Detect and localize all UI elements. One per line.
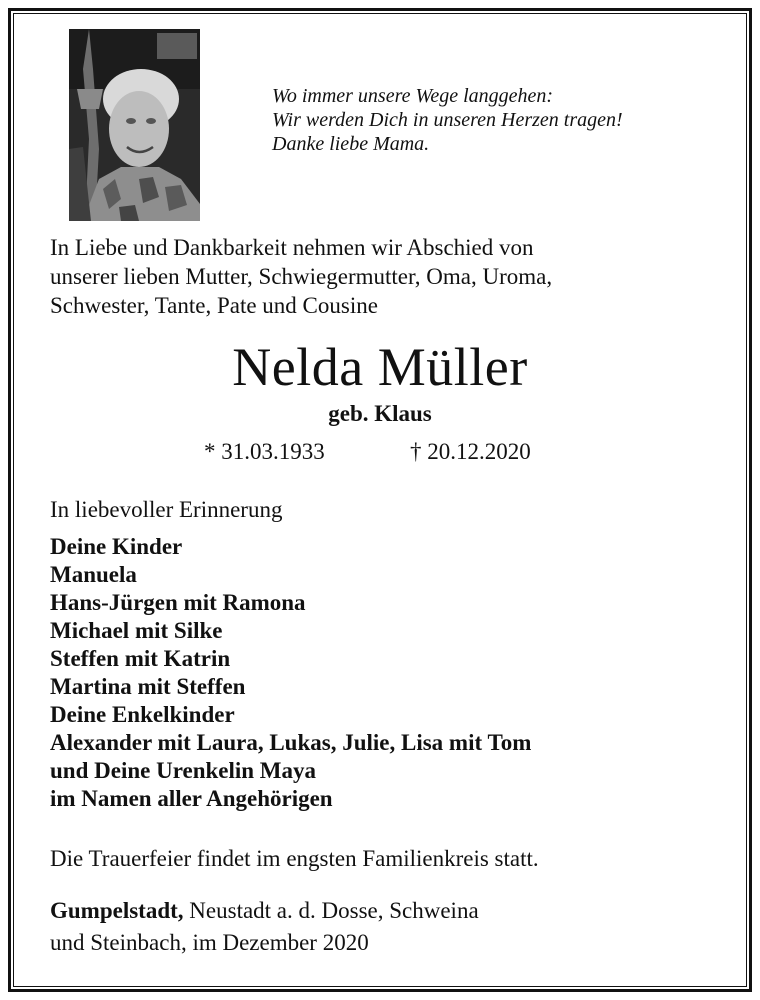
- memory-intro: In liebevoller Erinnerung: [50, 497, 283, 522]
- signer-line: Hans-Jürgen mit Ramona: [50, 590, 306, 615]
- signer-line: Alexander mit Laura, Lukas, Julie, Lisa mit Tom: [50, 730, 532, 755]
- funeral-note: Die Trauerfeier findet im engsten Familienkreis statt.: [50, 846, 539, 871]
- intro-text: In Liebe und Dankbarkeit nehmen wir Abschied von unserer lieben Mutter, Schwiegermutter, Oma, Uroma, Schwester, Tante, Pate und Cousine: [50, 235, 553, 318]
- birth-date: * 31.03.1933: [204, 439, 325, 464]
- signer-line: Martina mit Steffen: [50, 674, 246, 699]
- signer-line: im Namen aller Angehörigen: [50, 786, 333, 811]
- signer-line: Deine Kinder: [50, 534, 183, 559]
- signers-list: [50, 533, 531, 813]
- portrait-image: [69, 29, 200, 221]
- maiden-name: geb. Klaus: [328, 401, 432, 426]
- signer-line: Deine Enkelkinder: [50, 702, 235, 727]
- deceased-name: Nelda Müller: [232, 337, 528, 397]
- signer-line: Steffen mit Katrin: [50, 646, 231, 671]
- quote-text: Wo immer unsere Wege langgehen: Wir werden Dich in unseren Herzen tragen! Danke liebe Mama.: [272, 85, 623, 155]
- signer-line: Manuela: [50, 562, 137, 587]
- portrait-photo: [69, 29, 200, 221]
- signer-line: Michael mit Silke: [50, 618, 223, 643]
- signer-line: und Deine Urenkelin Maya: [50, 758, 317, 783]
- place-date-line: und Steinbach, im Dezember 2020: [50, 930, 369, 955]
- death-date: † 20.12.2020: [410, 439, 531, 464]
- place-main: Gumpelstadt,: [50, 898, 184, 923]
- place-rest: Neustadt a. d. Dosse, Schweina: [183, 898, 479, 923]
- place-line: [50, 895, 479, 927]
